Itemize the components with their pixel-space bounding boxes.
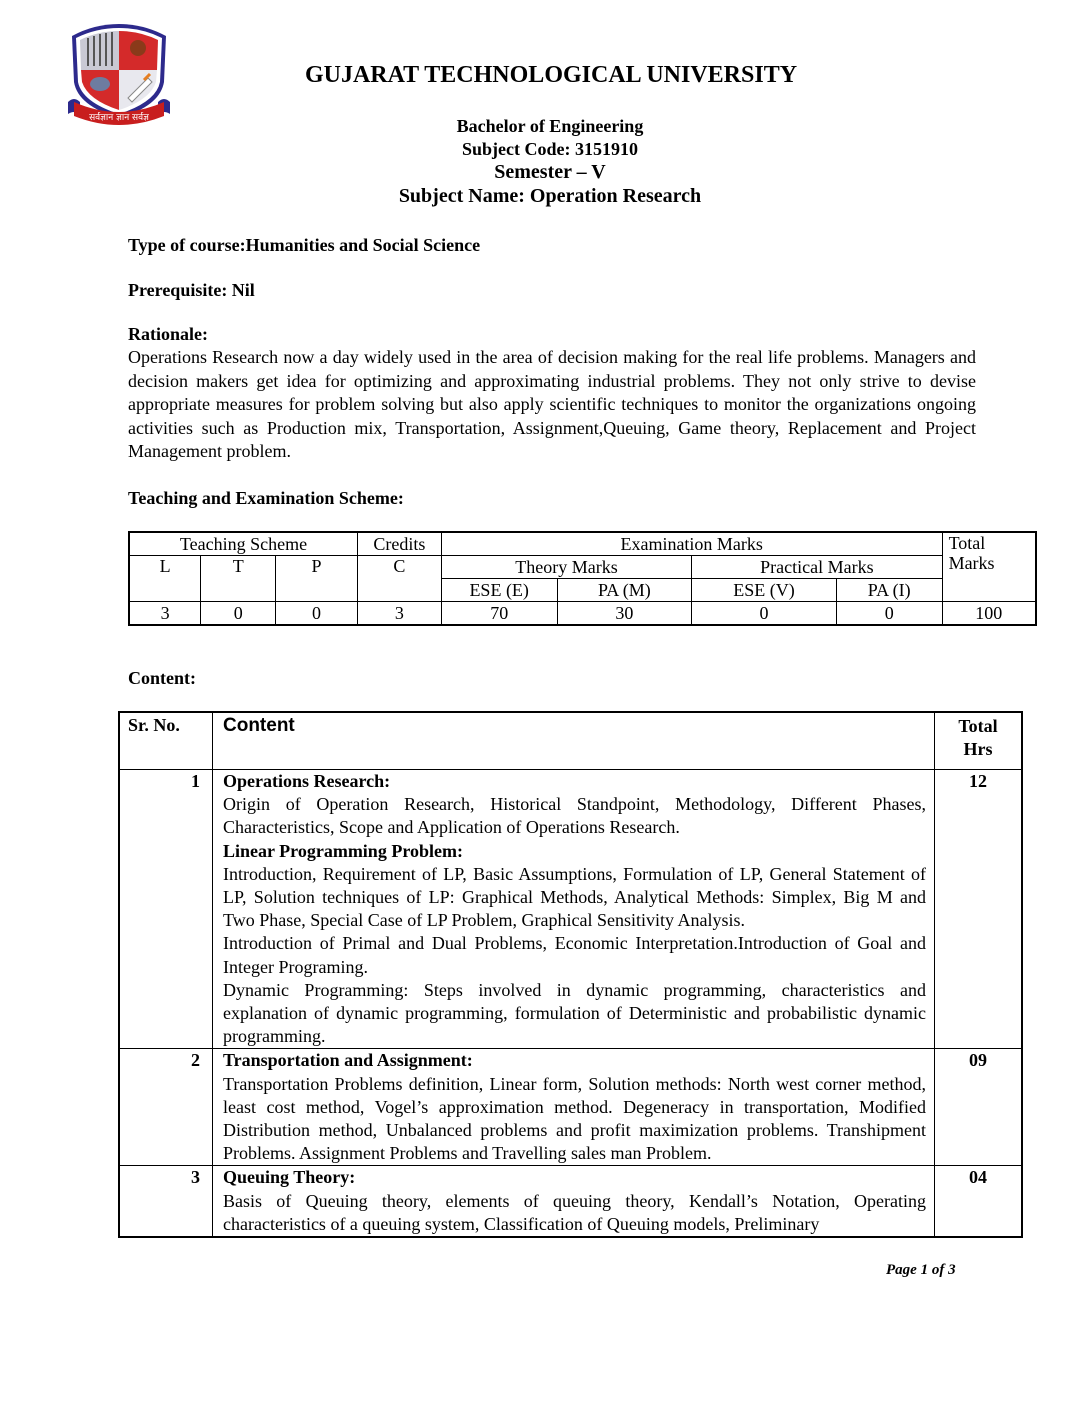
pa-m-header: PA (M) bbox=[557, 579, 692, 602]
table-row bbox=[119, 1049, 1022, 1166]
pa-i-value: 0 bbox=[836, 602, 942, 626]
examination-marks-header: Examination Marks bbox=[441, 532, 942, 556]
rationale-heading: Rationale: bbox=[128, 324, 208, 344]
total-hrs-header bbox=[935, 712, 1023, 770]
t-header: T bbox=[201, 556, 276, 602]
row-title: Transportation and Assignment: bbox=[223, 1050, 473, 1071]
content-header-row bbox=[119, 712, 1022, 770]
total-marks-header: Total Marks bbox=[942, 532, 1036, 602]
program-name: Bachelor of Engineering bbox=[456, 116, 644, 136]
rationale-text: Operations Research now a day widely used in the area of decision making for the real life problems. Managers and decision makers get idea for optimizing and approximating industrial problems. They not only strive to devise appropriate measures for problem solving but also apply scientific techniques to monitor the organizations ongoing activities such as Production mix, Transportation, Assignment,Queuing, Game theory, Replacement and Project Management problem. bbox=[128, 347, 976, 462]
row-content bbox=[213, 770, 935, 1049]
row-sr: 3 bbox=[119, 1166, 213, 1237]
pa-i-header: PA (I) bbox=[836, 579, 942, 602]
p-value: 0 bbox=[276, 602, 358, 626]
page-number: Page 1 of 3 bbox=[886, 1262, 956, 1278]
row-paragraph: Transportation Problems definition, Linear form, Solution methods: North west corner method, least cost method, Vogel’s approximation method. Degeneracy in transportation, Modified Distribution method, Unbalanced problems and profit maximization problems. Transhipment Problems. Assignment Problems and Travelling sales man Problem. bbox=[223, 1073, 926, 1164]
subject-name: Subject Name: Operation Research bbox=[398, 185, 702, 207]
row-paragraph: Introduction of Primal and Dual Problems, Economic Interpretation.Introduction of Goal and Integer Programing. bbox=[223, 933, 926, 977]
total-value: 100 bbox=[942, 602, 1036, 626]
row-title: Operations Research: bbox=[223, 771, 391, 791]
table-row bbox=[119, 770, 1022, 1049]
t-value: 0 bbox=[201, 602, 276, 626]
prerequisite: Prerequisite: Nil bbox=[128, 280, 255, 300]
l-value: 3 bbox=[129, 602, 201, 626]
theory-marks-header: Theory Marks bbox=[441, 556, 691, 579]
c-value: 3 bbox=[357, 602, 441, 626]
sr-no-header: Sr. No. bbox=[119, 712, 213, 770]
scheme-table bbox=[128, 531, 1037, 626]
row-paragraph: Basis of Queuing theory, elements of queuing theory, Kendall’s Notation, Operating characteristics of a queuing system, Classification of Queuing models, Preliminary bbox=[223, 1190, 926, 1234]
l-header: L bbox=[129, 556, 201, 602]
ese-v-header: ESE (V) bbox=[692, 579, 837, 602]
ese-e-value: 70 bbox=[441, 602, 557, 626]
row-paragraph: Origin of Operation Research, Historical Standpoint, Methodology, Different Phases, Characteristics, Scope and Application of Operations Research. bbox=[223, 794, 926, 838]
practical-marks-header: Practical Marks bbox=[692, 556, 942, 579]
logo-motto: सर्वज्ञान ज्ञान सर्वज्ञ bbox=[89, 113, 149, 123]
semester: Semester – V bbox=[494, 161, 606, 183]
ese-v-value: 0 bbox=[692, 602, 837, 626]
p-header: P bbox=[276, 556, 358, 602]
content-table bbox=[118, 711, 1023, 1238]
row-title: Queuing Theory: bbox=[223, 1167, 356, 1188]
row-sr: 1 bbox=[119, 770, 213, 1049]
total-hrs-line1: Total bbox=[958, 716, 998, 736]
row-content bbox=[213, 1049, 935, 1166]
row-subtitle: Linear Programming Problem: bbox=[223, 840, 463, 861]
content-header: Content bbox=[213, 712, 935, 770]
c-header: C bbox=[357, 556, 441, 602]
pa-m-value: 30 bbox=[557, 602, 692, 626]
row-content bbox=[213, 1166, 935, 1237]
subject-code: Subject Code: 3151910 bbox=[462, 139, 638, 159]
credits-header: Credits bbox=[357, 532, 441, 556]
row-hours: 12 bbox=[935, 770, 1023, 1049]
row-hours: 04 bbox=[935, 1166, 1023, 1237]
row-hours: 09 bbox=[935, 1049, 1023, 1166]
ese-e-header: ESE (E) bbox=[441, 579, 557, 602]
type-of-course: Type of course:Humanities and Social Science bbox=[128, 235, 481, 255]
row-paragraph: Dynamic Programming: Steps involved in dynamic programming, characteristics and explanation of dynamic programming, formulation of Deterministic and probabilistic dynamic programming. bbox=[223, 979, 926, 1047]
row-paragraph: Introduction, Requirement of LP, Basic Assumptions, Formulation of LP, General Statement of LP, Solution techniques of LP: Graphical Methods, Analytical Methods: Simplex, Big M and Two Phase, Special Case of LP Problem, Graphical Sensitivity Analysis. bbox=[223, 863, 926, 931]
teaching-scheme-header: Teaching Scheme bbox=[129, 532, 357, 556]
scheme-heading: Teaching and Examination Scheme: bbox=[128, 488, 404, 508]
scheme-values-row bbox=[129, 602, 1036, 626]
row-sr: 2 bbox=[119, 1049, 213, 1166]
content-heading: Content: bbox=[128, 668, 196, 688]
table-row bbox=[119, 1166, 1022, 1237]
total-hrs-line2: Hrs bbox=[963, 739, 993, 759]
university-name: GUJARAT TECHNOLOGICAL UNIVERSITY bbox=[304, 62, 798, 88]
